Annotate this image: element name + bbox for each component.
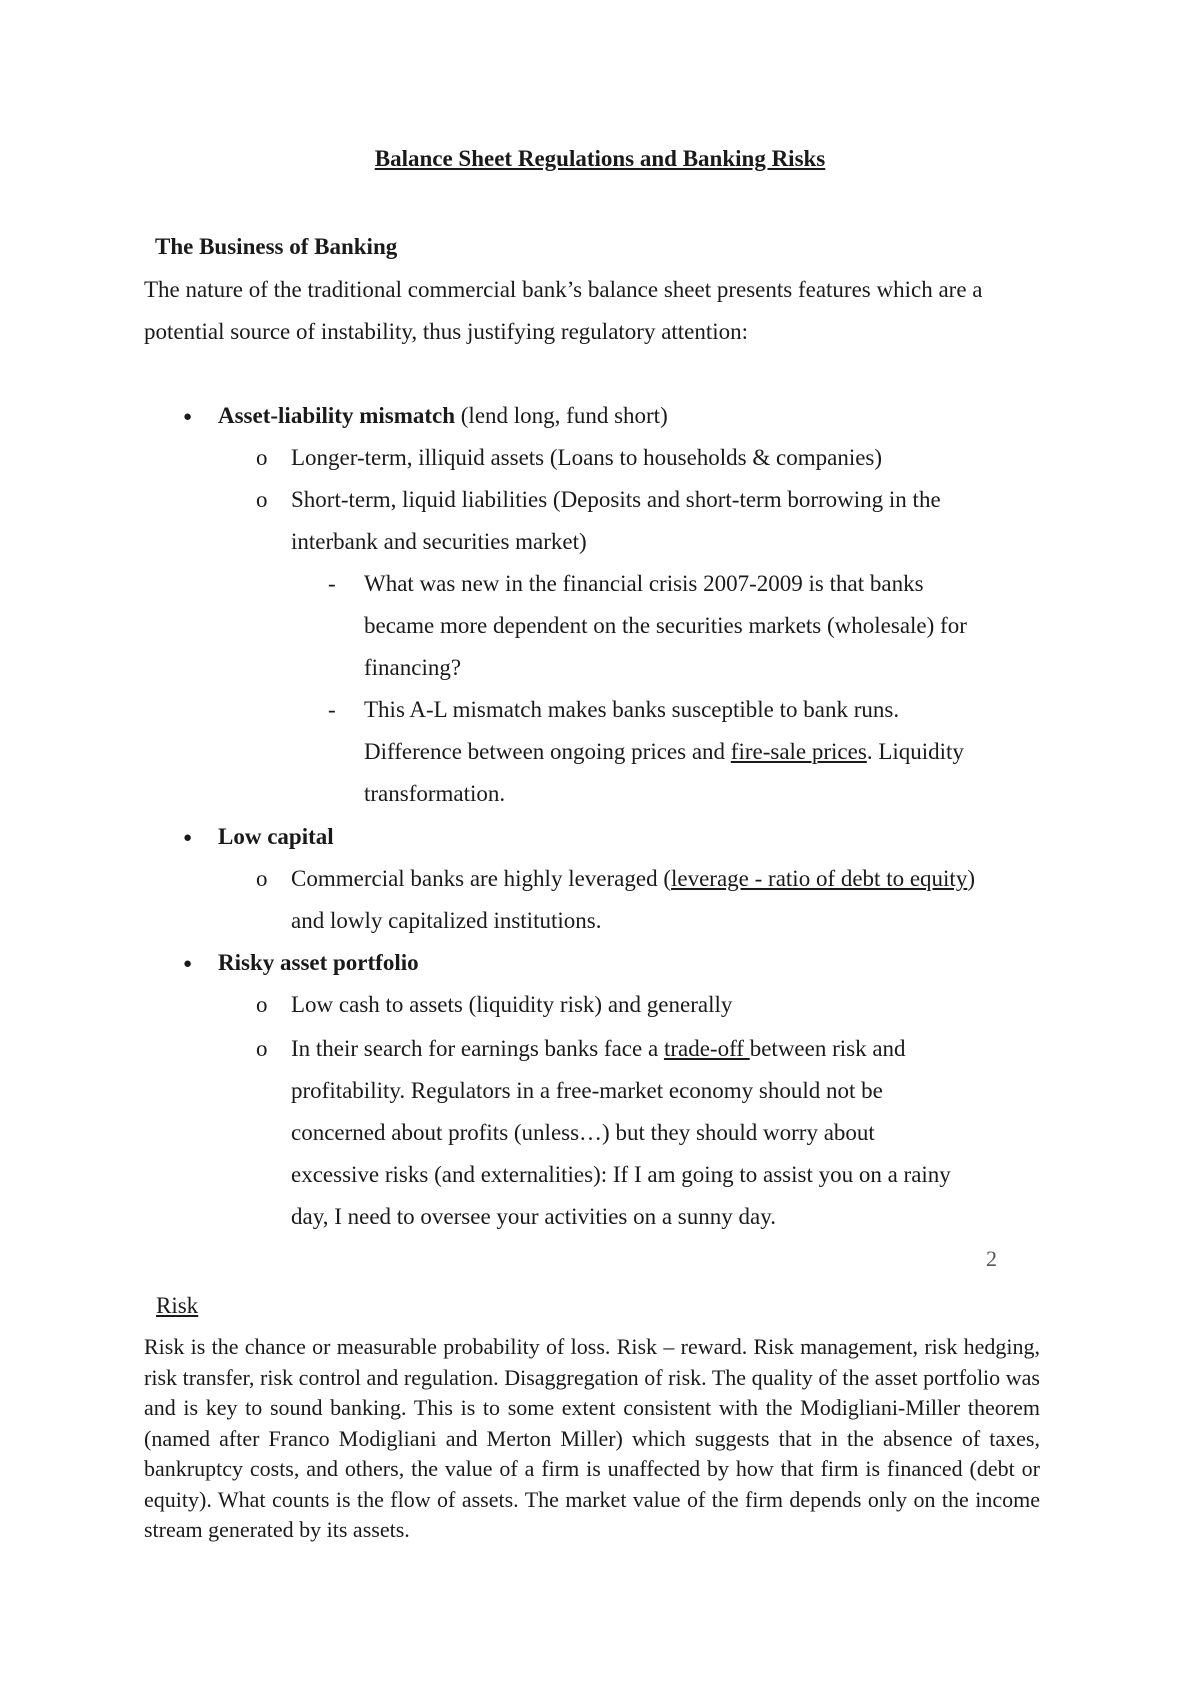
sub-bullet-text: Low cash to assets (liquidity risk) and generally	[291, 992, 733, 1017]
sub-bullet-text: and lowly capitalized institutions.	[291, 908, 602, 933]
dash-item-text: What was new in the financial crisis 2007-2009 is that banks	[364, 571, 924, 596]
sub-bullet-o-icon: o	[256, 1036, 268, 1061]
dash-item-text: financing?	[364, 655, 462, 680]
risk-paragraph: Risk is the chance or measurable probability of loss. Risk – reward. Risk management, risk hedging, risk transfer, risk control and regulation. Disaggregation of risk. The quality of the asset portfolio was and is key to sound banking. This is to some extent consistent with the Modigliani-Miller theorem (named after Franco Modigliani and Merton Miller) which suggests that in the absence of taxes, bankruptcy costs, and others, the value of a firm is unaffected by how that firm is financed (debt or equity). What counts is the flow of assets. The market value of the firm depends only on the income stream generated by its assets.	[144, 1334, 1040, 1542]
intro-text-line-1: The nature of the traditional commercial bank’s balance sheet presents features which are a	[144, 277, 983, 302]
dash-item-text: transformation.	[364, 781, 506, 806]
dash-item-text: became more dependent on the securities markets (wholesale) for	[364, 613, 967, 638]
sub-bullet-text: excessive risks (and externalities): If I am going to assist you on a rainy	[291, 1162, 951, 1187]
sub-bullet-o-icon: o	[256, 992, 268, 1017]
text-segment: between risk and	[749, 1036, 906, 1061]
underlined-term-fire-sale-prices: fire-sale prices	[730, 739, 867, 764]
text-segment: Commercial banks are highly leveraged (	[291, 866, 671, 891]
dash-item-text: This A-L mismatch makes banks susceptible to bank runs.	[364, 697, 900, 722]
underlined-term-trade-off: trade-off	[663, 1036, 750, 1061]
document-title: Balance Sheet Regulations and Banking Risks	[374, 146, 826, 171]
bullet-heading: Asset-liability mismatch	[218, 403, 456, 428]
bullet-disc-icon: ●	[183, 830, 193, 846]
dash-item-text	[364, 737, 964, 767]
sub-bullet-text: Short-term, liquid liabilities (Deposits and short-term borrowing in the	[291, 487, 941, 512]
section-heading-business-of-banking: The Business of Banking	[155, 234, 398, 259]
underlined-term-leverage: leverage - ratio of debt to equity	[671, 866, 968, 891]
bullet-low-capital: Low capital	[218, 824, 334, 849]
text-segment: Difference between ongoing prices and	[364, 739, 731, 764]
sub-bullet-o-icon: o	[256, 866, 268, 891]
bullet-heading-rest: (lend long, fund short)	[455, 403, 668, 428]
sub-bullet-text: profitability. Regulators in a free-market economy should not be	[291, 1078, 883, 1103]
sub-bullet-text: concerned about profits (unless…) but they should worry about	[291, 1120, 875, 1145]
sub-bullet-text	[291, 864, 975, 894]
dash-icon: -	[328, 697, 336, 722]
text-segment: In their search for earnings banks face a	[291, 1036, 664, 1061]
sub-bullet-text: day, I need to oversee your activities on a sunny day.	[291, 1204, 776, 1229]
section-heading-risk: Risk	[156, 1293, 199, 1318]
text-segment: )	[967, 866, 975, 891]
sub-bullet-text: Longer-term, illiquid assets (Loans to households & companies)	[291, 445, 883, 470]
bullet-asset-liability-mismatch	[218, 401, 668, 431]
bullet-disc-icon: ●	[183, 409, 193, 425]
dash-icon: -	[328, 571, 336, 596]
sub-bullet-text	[291, 1034, 906, 1064]
text-segment: . Liquidity	[866, 739, 964, 764]
sub-bullet-o-icon: o	[256, 487, 268, 512]
bullet-disc-icon: ●	[183, 956, 193, 972]
intro-text-line-2: potential source of instability, thus justifying regulatory attention:	[144, 319, 749, 344]
sub-bullet-o-icon: o	[256, 445, 268, 470]
page-number: 2	[986, 1246, 997, 1271]
bullet-risky-asset-portfolio: Risky asset portfolio	[218, 950, 419, 975]
sub-bullet-text: interbank and securities market)	[291, 529, 587, 554]
